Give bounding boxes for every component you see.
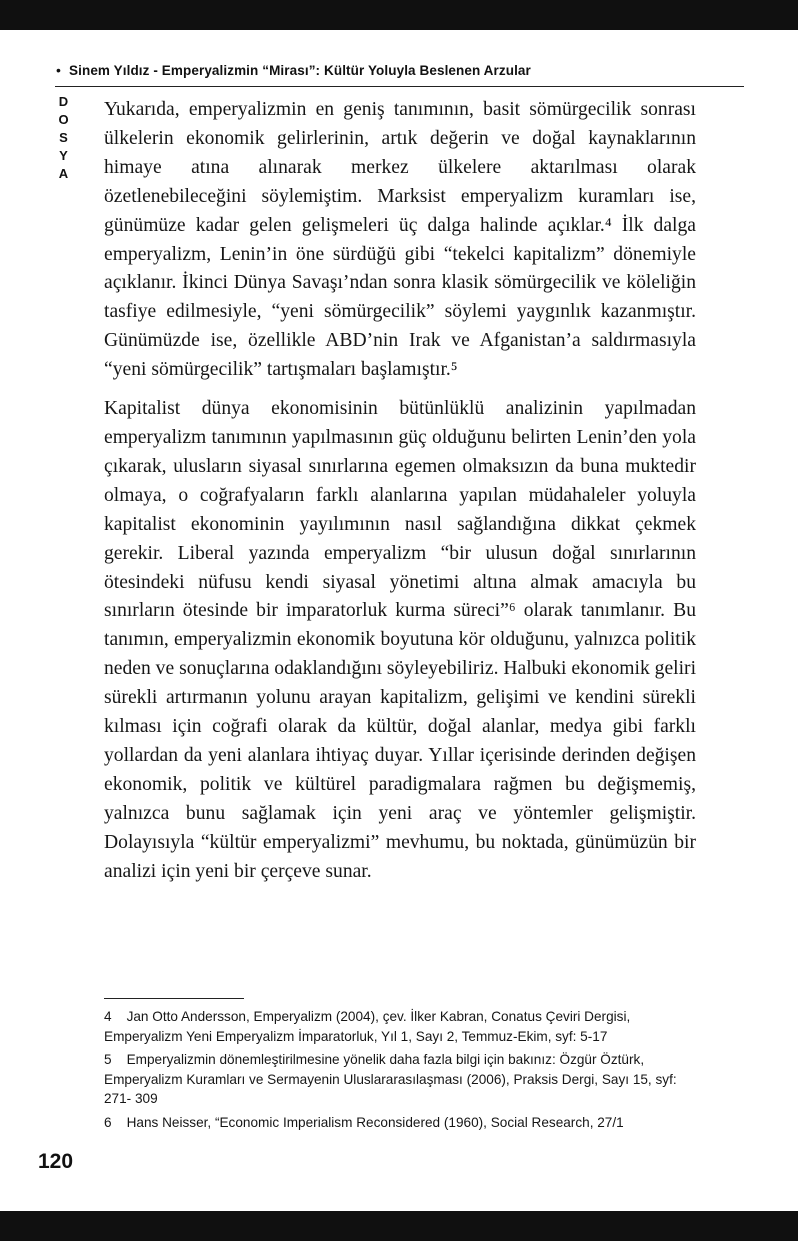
paragraph: Kapitalist dünya ekonomisinin bütünlüklü analizinin yapılmadan emperyalizm tanımının yapılmasının güç olduğunu belirten Lenin’den yola çıkarak, ulusların siyasal sınırlarına egemen olmaksızın da buna muktedir olmaya, o coğrafyaların farklı alanlarına yapılan müdahaleler yoluyla kapitalist ekonominin yayılımının nasıl sağlandığına dikkat çekmek gerekir. Liberal yazında emperyalizm “bir ulusun doğal sınırlarının ötesindeki nüfusu kendi siyasal yönetimi altına almak amacıyla bu sınırların ötesinde bir imparatorluk kurma süreci”⁶ olarak tanımlanır. Bu tanımın, emperyalizmin ekonomik boyutuna kör olduğunu, yalnızca politik neden ve sonuçlarına odaklandığını söyleyebiliriz. Halbuki ekonomik geliri sürekli artırmanın yolunu arayan kapitalizm, gelişimi ve kendini sürekli kılması için coğrafi olarak da kültür, doğal alanlar, medya gibi farklı yollardan da yeni alanlara ihtiyaç duyar. Yıllar içerisinde derinden değişen ekonomik, politik ve kültürel paradigmalara rağmen bu değişmemiş, yalnızca bunu sağlamak için yeni araç ve yöntemler gelişmiştir. Dolayısıyla “kültür emperyalizmi” mevhumu, bu noktada, günümüzün bir analizi için yeni bir çerçeve sunar.: [104, 398, 697, 882]
page-number: 120: [38, 1150, 74, 1173]
footnote-number: 5: [104, 1052, 112, 1067]
footnote-number: 4: [104, 1009, 112, 1024]
footnote-number: 6: [104, 1114, 112, 1130]
bullet-icon: •: [56, 62, 62, 78]
footnote: [104, 1113, 698, 1133]
header-rule: [55, 86, 744, 87]
footnotes-section: [104, 998, 698, 1136]
header-title: Emperyalizmin “Mirası”: Kültür Yoluyla Beslenen Arzular: [161, 63, 531, 78]
footnote-text: Emperyalizmin dönemleştirilmesine yönelik daha fazla bilgi için bakınız: Özgür Öztürk, Emperyalizm Kuramları ve Sermayenin Uluslararasılaşması (2006), Praksis Dergi, Sayı 15, syf: 271- 309: [104, 1052, 677, 1106]
footnote: [104, 1050, 698, 1109]
paragraph: Yukarıda, emperyalizmin en geniş tanımının, basit sömürgecilik sonrası ülkelerin ekonomik gelirlerinin, artık değerin ve doğal kaynaklarının himaye atına alınarak merkez ülkelere aktarılması olarak özetlenebileceğini söylemiştim. Marksist emperyalizm kuramları ise, günümüze kadar gelen gelişmeleri üç dalga halinde açıklar.⁴ İlk dalga emperyalizm, Lenin’in öne sürdüğü gibi “tekelci kapitalizm” dönemiyle açıklanır. İkinci Dünya Savaşı’ndan sonra klasik sömürgecilik ve köleliğin tasfiye edilmesiyle, “yeni sömürgecilik” söylemi yaygınlık kazanmıştır. Günümüzde ise, özellikle ABD’nin Irak ve Afganistan’a saldırmasıyla “yeni sömürgecilik” tartışmaları başlamıştır.⁵: [104, 99, 696, 381]
bottom-black-bar: [0, 1211, 798, 1241]
body-text: [104, 96, 696, 896]
header-author: Sinem Yıldız -: [69, 63, 158, 78]
sidebar-section-label: DOSYA: [56, 94, 71, 184]
footnote-separator-rule: [104, 998, 244, 999]
footnote-text: Hans Neisser, “Economic Imperialism Reconsidered (1960), Social Research, 27/1: [126, 1114, 624, 1130]
top-black-bar: [0, 0, 798, 30]
footnote: [104, 1007, 698, 1046]
running-header: [56, 62, 744, 78]
footnote-text: Jan Otto Andersson, Emperyalizm (2004), çev. İlker Kabran, Conatus Çeviri Dergisi, Emperyalizm Yeni Emperyalizm İmparatorluk, Yıl 1, Sayı 2, Temmuz-Ekim, syf: 5-17: [104, 1009, 631, 1044]
